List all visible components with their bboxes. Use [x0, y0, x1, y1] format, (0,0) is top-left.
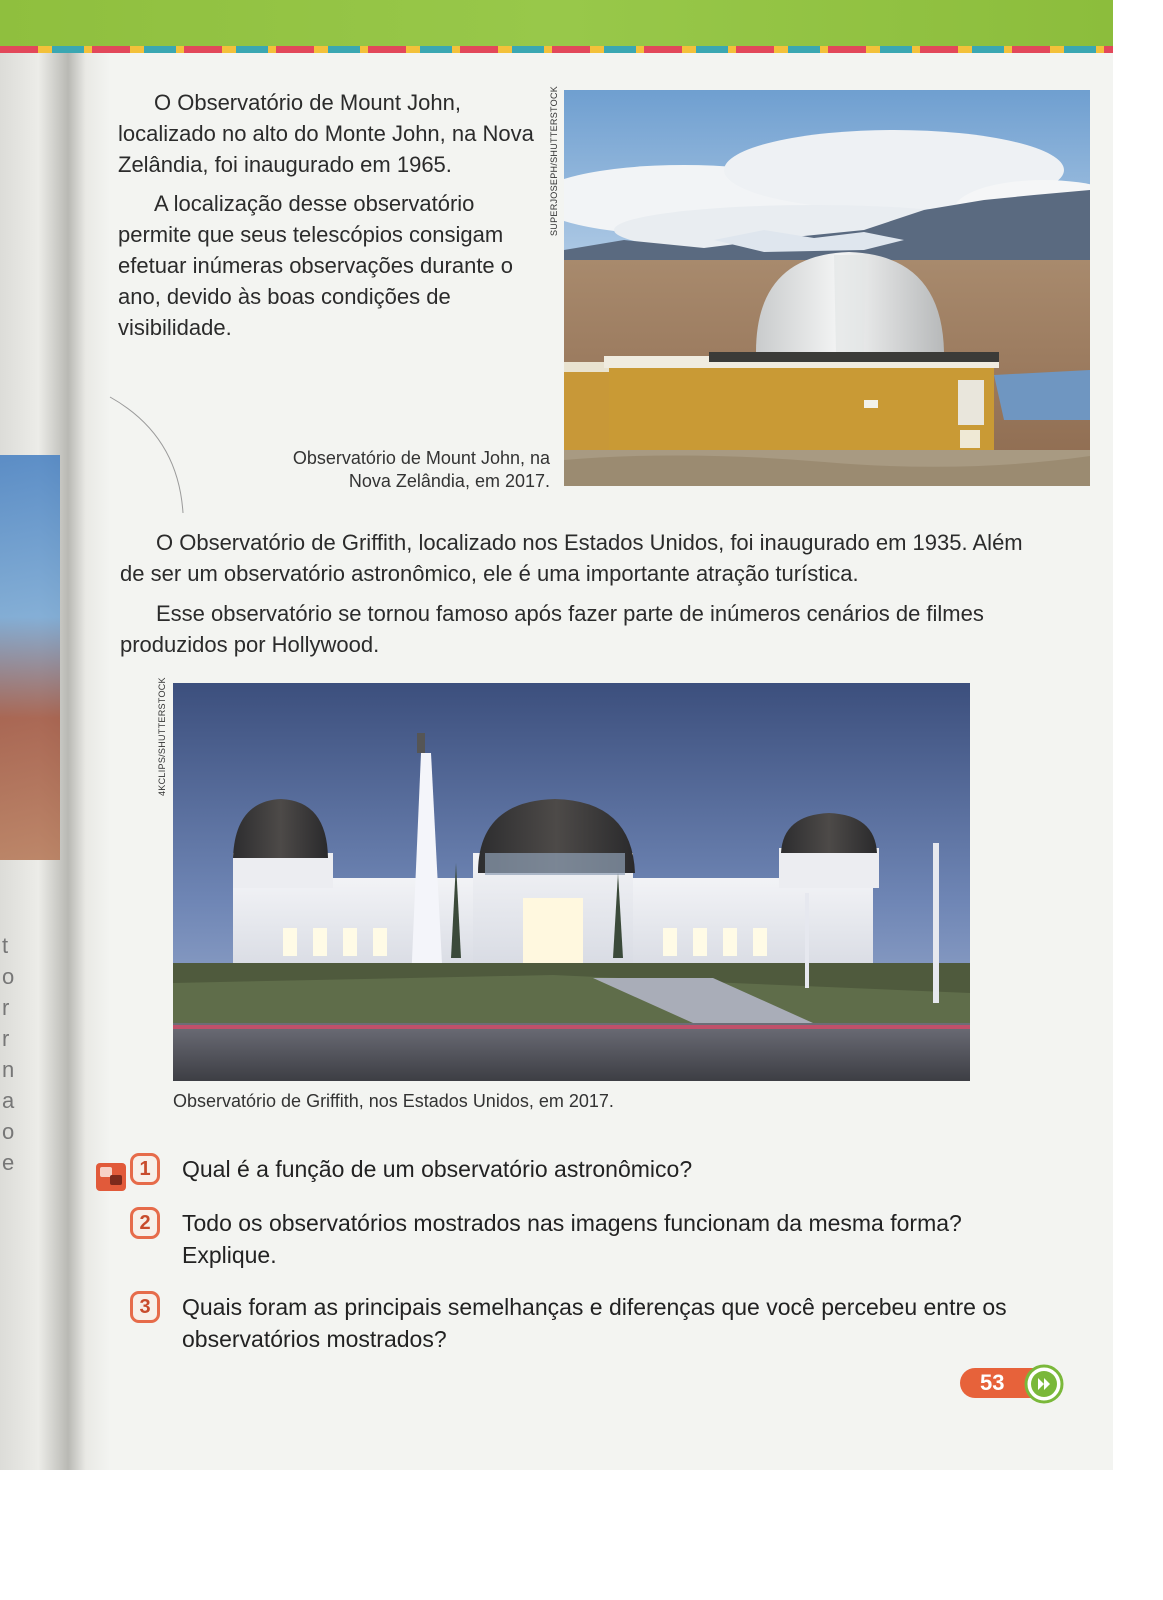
previous-page-text-edge: t o r r n a o e	[2, 933, 15, 1175]
griffith-paragraph-1: O Observatório de Griffith, localizado nos Estados Unidos, foi inaugurado em 1935. Além de ser um observatório astronômico, ele é uma importante atração turística.	[120, 530, 1023, 586]
mount-john-caption-line-2: Nova Zelândia, em 2017.	[348, 471, 550, 491]
decorative-guide-line	[108, 395, 188, 515]
question-2-number: 2	[130, 1207, 160, 1239]
previous-page-image-edge	[0, 455, 60, 860]
mount-john-photo-credit: SUPERJOSEPH/SHUTTERSTOCK	[549, 85, 559, 236]
mount-john-caption	[250, 447, 550, 493]
question-1-number: 1	[130, 1153, 160, 1185]
mount-john-paragraph-1: O Observatório de Mount John, localizado no alto do Monte John, na Nova Zelândia, foi inaugurado em 1965.	[118, 90, 534, 177]
griffith-caption: Observatório de Griffith, nos Estados Unidos, em 2017.	[173, 1091, 614, 1111]
mount-john-observatory-photo	[564, 90, 1090, 486]
question-2	[130, 1207, 1050, 1277]
question-1	[130, 1153, 1050, 1193]
griffith-photo-drawing	[173, 683, 970, 1081]
oral-activity-icon	[96, 1163, 126, 1191]
question-2-text: Todo os observatórios mostrados nas imagens funcionam da mesma forma? Explique.	[182, 1210, 962, 1268]
mount-john-photo-drawing	[564, 90, 1090, 486]
mount-john-caption-line-1: Observatório de Mount John, na	[292, 448, 550, 468]
mount-john-paragraph-2: A localização desse observatório permite que seus telescópios consigam efetuar inúmeras observações durante o ano, devido às boas condições de visibilidade.	[118, 191, 514, 340]
question-3	[130, 1291, 1050, 1361]
top-color-band	[0, 0, 1113, 46]
griffith-paragraph-2: Esse observatório se tornou famoso após fazer parte de inúmeros cenários de filmes produzidos por Hollywood.	[120, 601, 984, 657]
question-3-number: 3	[130, 1291, 160, 1323]
griffith-photo-credit: 4KCLIPS/SHUTTERSTOCK	[157, 677, 167, 796]
page-number: 53	[960, 1368, 1040, 1398]
next-page-icon	[1022, 1364, 1066, 1404]
griffith-observatory-photo	[173, 683, 970, 1081]
question-1-text: Qual é a função de um observatório astronômico?	[182, 1156, 693, 1182]
question-3-text: Quais foram as principais semelhanças e diferenças que você percebeu entre os observatórios mostrados?	[182, 1294, 1007, 1352]
decorative-dash-band	[0, 46, 1113, 53]
